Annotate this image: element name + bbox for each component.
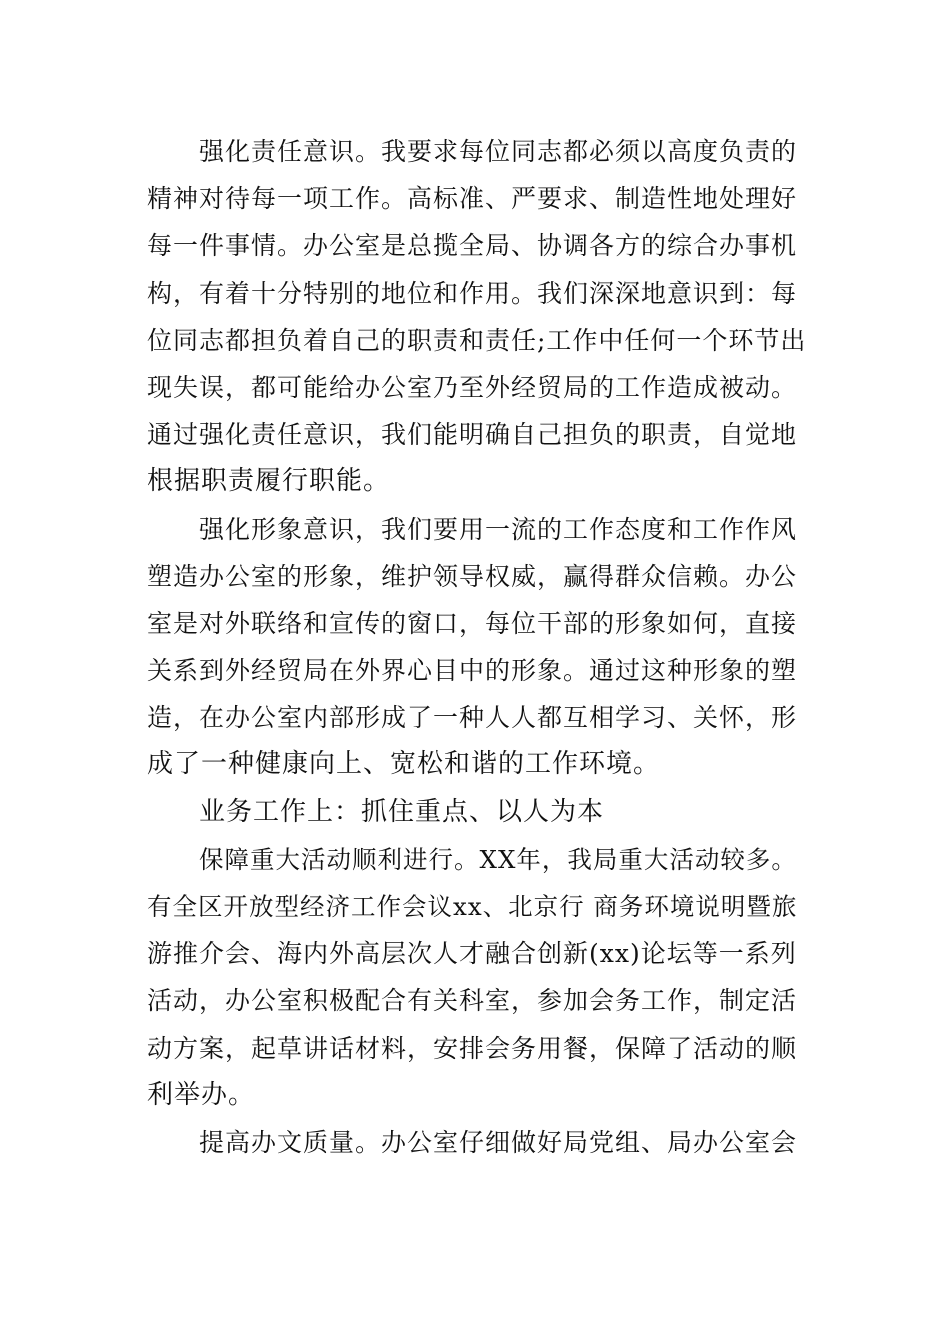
text-line: 造，在办公室内部形成了一种人人都互相学习、关怀，形 <box>147 703 798 733</box>
text-line: 动方案，起草讲话材料，安排会务用餐，保障了活动的顺 <box>147 1033 798 1063</box>
text-line: 活动，办公室积极配合有关科室，参加会务工作，制定活 <box>147 986 798 1016</box>
text-line: 现失误，都可能给办公室乃至外经贸局的工作造成被动。 <box>147 372 798 402</box>
text-line: 游推介会、海内外高层次人才融合创新(xx)论坛等一系列 <box>147 939 797 969</box>
text-line: 位同志都担负着自己的职责和责任;工作中任何一个环节出 <box>147 325 807 355</box>
text-line: 利举办。 <box>147 1079 256 1110</box>
text-line: 强化责任意识。我要求每位同志都必须以高度负责的 <box>199 137 798 166</box>
text-line: 室是对外联络和宣传的窗口，每位干部的形象如何，直接 <box>147 608 798 638</box>
text-line: 强化形象意识，我们要用一流的工作态度和工作作风 <box>199 514 798 544</box>
text-line: 关系到外经贸局在外界心目中的形象。通过这种形象的塑 <box>147 656 798 686</box>
text-line: 构，有着十分特别的地位和作用。我们深深地意识到：每 <box>147 278 798 308</box>
text-line: 通过强化责任意识，我们能明确自己担负的职责，自觉地 <box>147 420 798 450</box>
text-line: 保障重大活动顺利进行。XX年，我局重大活动较多。 <box>199 844 797 874</box>
text-line: 有全区开放型经济工作会议xx、北京行 商务环境说明暨旅 <box>147 892 798 921</box>
text-line: 提高办文质量。办公室仔细做好局党组、局办公室会 <box>199 1127 798 1157</box>
text-line: 每一件事情。办公室是总揽全局、协调各方的综合办事机 <box>147 231 798 261</box>
text-line: 成了一种健康向上、宽松和谐的工作环境。 <box>147 749 661 780</box>
section-heading: 业务工作上：抓住重点、以人为本 <box>199 796 605 827</box>
text-line: 精神对待每一项工作。高标准、严要求、制造性地处理好 <box>147 184 798 214</box>
text-line: 根据职责履行职能。 <box>147 466 391 497</box>
text-line: 塑造办公室的形象，维护领导权威，赢得群众信赖。办公 <box>147 561 798 591</box>
document-body <box>147 128 807 1166</box>
